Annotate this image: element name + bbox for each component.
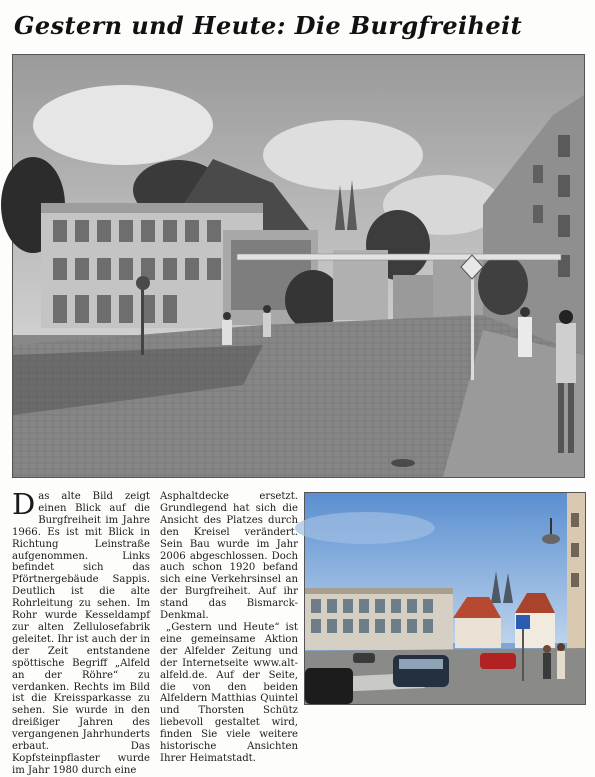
pedestrian [222, 312, 232, 345]
article-paragraph: as alte Bild zeigt einen Blick auf die Burgfreiheit im Jahre 1966. Es ist mit Blick in Richtung Leinstraße aufgenommen. Links befindet sich das Pförtnergebäude Sappis. Deutlich ist die alte Rohrleitung zu sehen. Im Rohr wurde Kesseldampf zur alten Zellulosefabrik geleitet. Ihr ist auch der in der Zeit entstandene spöttische Begriff „Alfeld an der Röhre“ zu verdanken. Rechts im Bild ist die Kreissparkasse zu sehen. Sie wurde in den dreißiger Jahren des vergangenen Jahrhunderts erbaut. Das Kopfsteinpflaster wurde im Jahr 1980 durch eine [12, 491, 150, 776]
pedestrian [263, 305, 271, 337]
historic-photo-1966 [12, 54, 585, 478]
half-timbered-house [455, 618, 501, 648]
article-paragraph: Asphaltdecke ersetzt. Grundlegend hat sich die Ansicht des Platzes durch den Kreisel verändert. Sein Bau wurde im Jahr 2006 abgeschlossen. Doch auch schon 1920 befand sich eine Verkehrsinsel an der Burgfreiheit. Auf ihr stand das Bismarck-Denkmal. [160, 491, 298, 622]
article-column-2 [160, 491, 298, 764]
pedestrian [543, 645, 551, 679]
half-timbered-house [333, 250, 388, 320]
car [480, 653, 516, 669]
road-sign [516, 615, 530, 629]
article-text [12, 487, 298, 776]
sign-post [522, 621, 524, 681]
cloud [295, 512, 435, 544]
headline: Gestern und Heute: Die Burgfreiheit [14, 11, 523, 40]
steam-pipe [237, 254, 561, 260]
modern-photo [304, 492, 586, 705]
tree [478, 255, 528, 315]
dropcap: D [12, 487, 36, 521]
car [353, 653, 375, 663]
tree [285, 270, 341, 330]
road-sign [136, 276, 150, 290]
sign-post [141, 280, 144, 355]
sign-post [471, 270, 474, 380]
pedestrian [557, 643, 565, 679]
article-column-1 [12, 487, 150, 776]
article-paragraph: „Gestern und Heute“ ist eine gemeinsame Aktion der Alfelder Zeitung und der Internetseite www.alt-alfeld.de. Auf der Seite, die von den beiden Alfeldern Matthias Quintel und Thorsten Schütz liebevoll gestaltet wird, finden Sie viele weitere historische Ansichten Ihrer Heimatstadt. [160, 621, 298, 764]
car [305, 668, 353, 704]
cloud [263, 120, 423, 190]
cloud [33, 85, 213, 165]
manhole [391, 459, 415, 467]
